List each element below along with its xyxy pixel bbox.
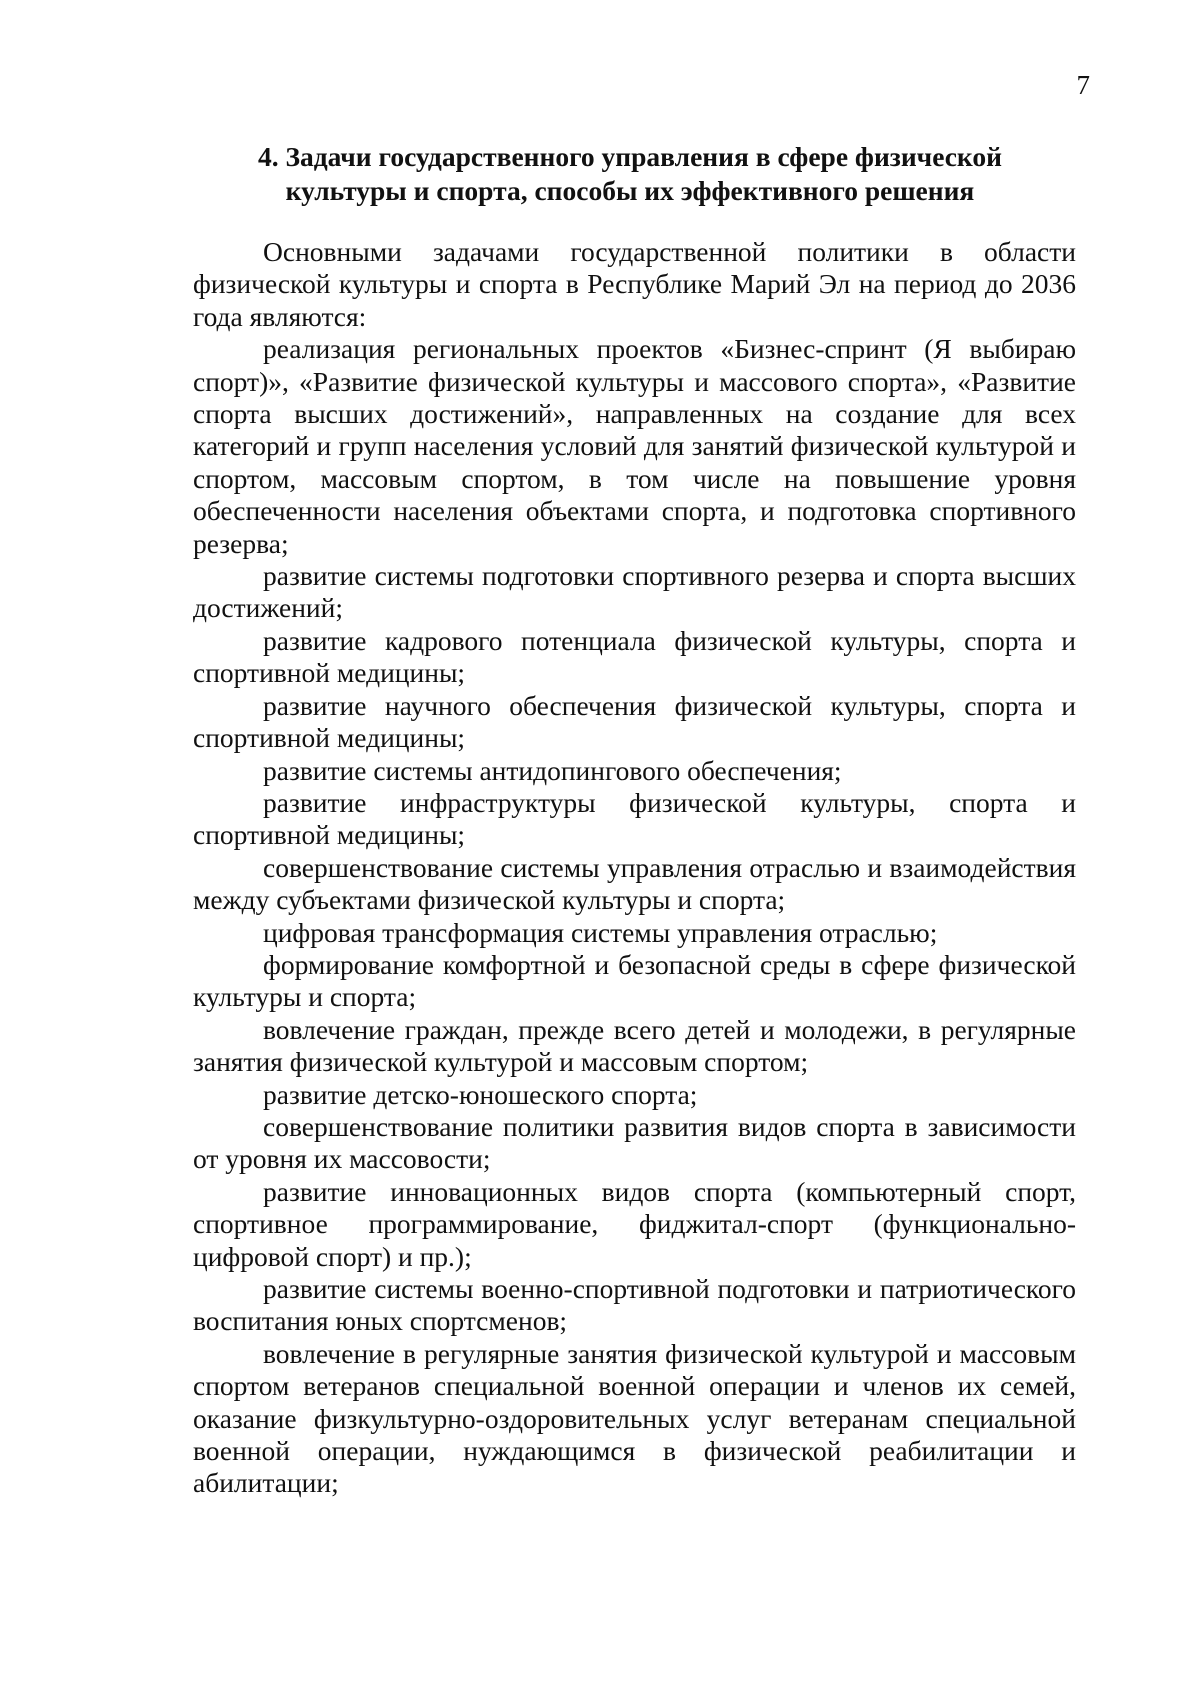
paragraph-item: развитие инновационных видов спорта (компьютерный спорт, спортивное программирование, фиджитал-спорт (функционально-цифровой спорт) и пр.); [193, 1175, 1076, 1272]
paragraph-item: развитие инфраструктуры физической культуры, спорта и спортивной медицины; [193, 786, 1076, 851]
paragraph-item: развитие системы антидопингового обеспечения; [263, 754, 842, 786]
section-heading-line-1: 4. Задачи государственного управления в сфере физической [257, 141, 1003, 172]
page-number: 7 [1076, 70, 1090, 100]
paragraph-item: вовлечение граждан, прежде всего детей и молодежи, в регулярные занятия физической культурой и массовым спортом; [193, 1013, 1076, 1078]
paragraph-item: цифровая трансформация системы управления отраслью; [263, 916, 938, 948]
paragraph-intro: Основными задачами государственной политики в области физической культуры и спорта в Республике Марий Эл на период до 2036 года являются: [193, 236, 1076, 332]
section-heading [180, 140, 1080, 208]
section-heading-line-2: культуры и спорта, способы их эффективного решения [285, 175, 975, 206]
document-body [193, 236, 1076, 1500]
paragraph-item: реализация региональных проектов «Бизнес-спринт (Я выбираю спорт)», «Развитие физической культуры и массового спорта», «Развитие спорта высших достижений», направленных на создание для всех категорий и групп населения условий для занятий физической культурой и спортом, массовым спортом, в том числе на повышение уровня обеспеченности населения объектами спорта, и подготовка спортивного резерва; [193, 333, 1076, 559]
paragraph-item: развитие системы военно-спортивной подготовки и патриотического воспитания юных спортсменов; [193, 1273, 1076, 1337]
paragraph-item: развитие научного обеспечения физической культуры, спорта и спортивной медицины; [193, 689, 1076, 754]
paragraph-item: совершенствование политики развития видов спорта в зависимости от уровня их массовости; [193, 1110, 1076, 1175]
paragraph-item: развитие детско-юношеского спорта; [263, 1078, 698, 1110]
paragraph-item: вовлечение в регулярные занятия физической культурой и массовым спортом ветеранов специальной военной операции и членов их семей, оказание физкультурно-оздоровительных услуг ветеранам специальной военной операции, нуждающимся в физической реабилитации и абилитации; [193, 1337, 1076, 1499]
paragraph-item: развитие системы подготовки спортивного резерва и спорта высших достижений; [193, 560, 1076, 624]
paragraph-item: формирование комфортной и безопасной среды в сфере физической культуры и спорта; [193, 948, 1076, 1013]
paragraph-item: совершенствование системы управления отраслью и взаимодействия между субъектами физической культуры и спорта; [193, 851, 1076, 916]
paragraph-item: развитие кадрового потенциала физической культуры, спорта и спортивной медицины; [193, 624, 1076, 689]
